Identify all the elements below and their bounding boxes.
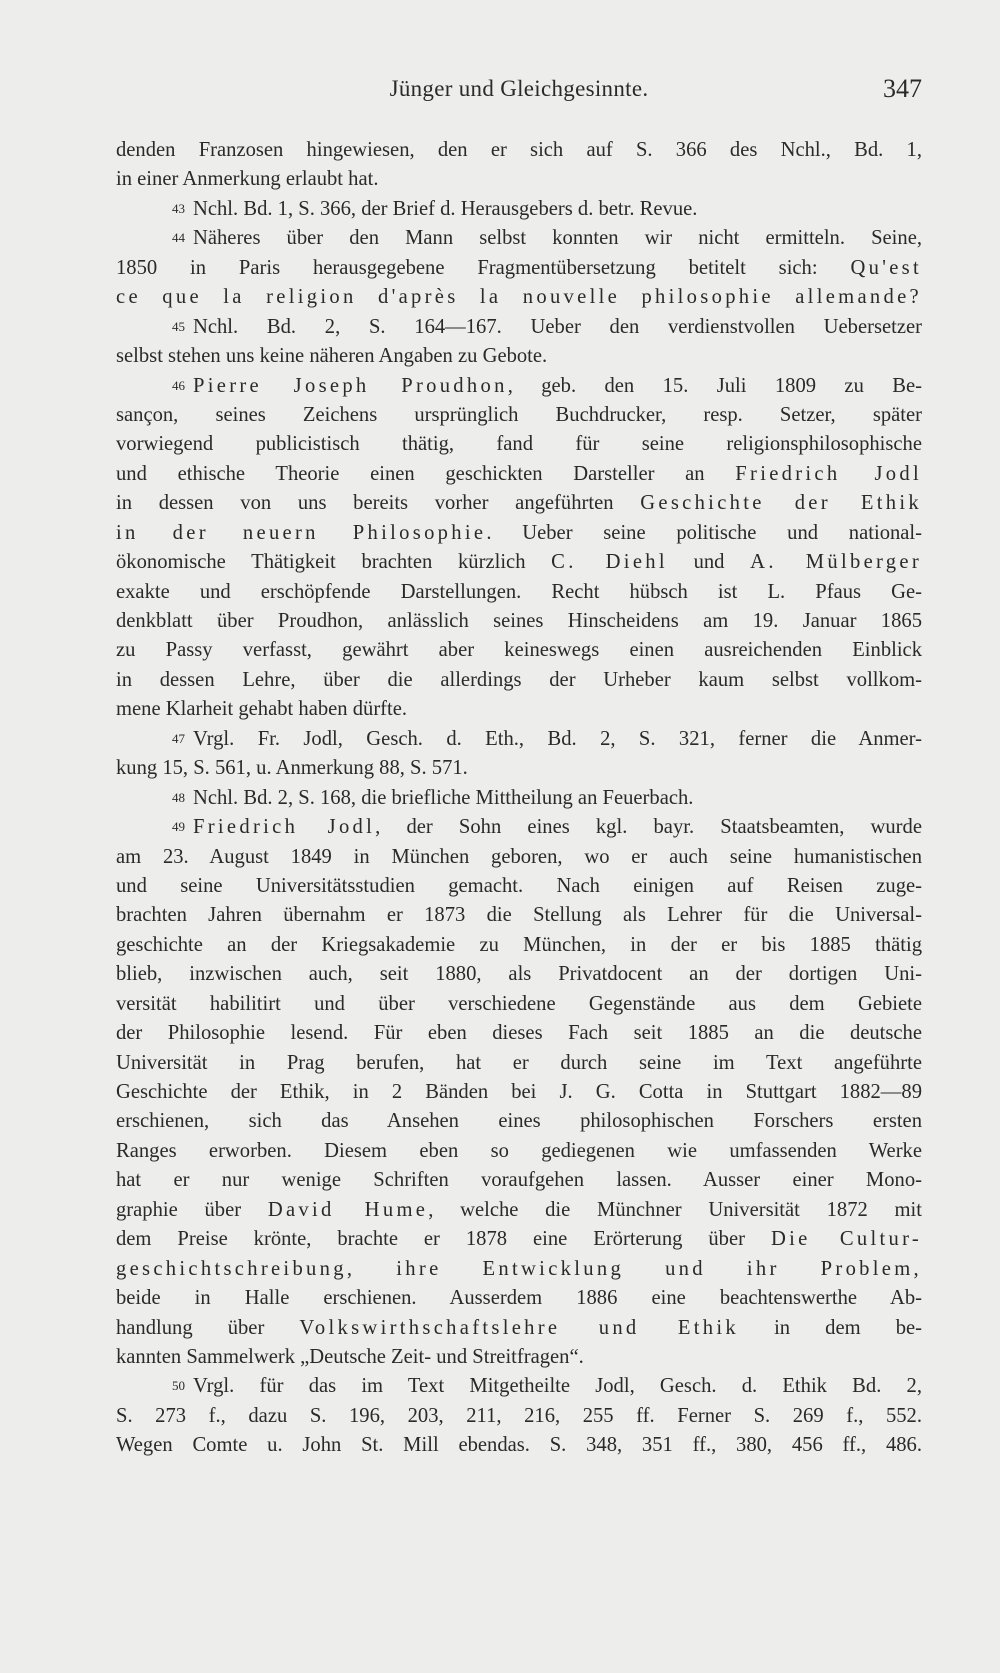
text-line: in dessen Lehre, über die allerdings der Urheber kaum selbst vollkom- xyxy=(116,668,922,691)
footnote-45: $^{45}$ Nchl. Bd. 2, S. 164—167. Ueber den verdienstvollen Uebersetzer xyxy=(172,315,922,338)
text-line: geschichtschreibung, ihre Entwicklung und ihr Problem, xyxy=(116,1257,922,1280)
text-line: zu Passy verfasst, gewährt aber keineswegs einen ausreichenden Einblick xyxy=(116,639,922,662)
text-line: brachten Jahren übernahm er 1873 die Stellung als Lehrer für die Universal- xyxy=(116,904,922,927)
text-line: graphie über David Hume, welche die Münchner Universität 1872 mit xyxy=(116,1198,922,1221)
footnote-number: 44 xyxy=(172,230,185,246)
text-line: in einer Anmerkung erlaubt hat. xyxy=(116,168,379,191)
text-line: versität habilitirt und über verschiedene Gegenstände aus dem Gebiete xyxy=(116,992,922,1015)
spaced-name: Friedrich Jodl xyxy=(193,816,376,839)
footnote-43: $^{43}$ Nchl. Bd. 1, S. 366, der Brief d. Herausgebers d. betr. Revue. xyxy=(172,197,698,220)
spaced-name: David Hume xyxy=(267,1198,429,1221)
spaced-title: in der neuern Philosophie xyxy=(116,521,487,544)
text-line: ce que la religion d'après la nouvelle philosophie allemande? xyxy=(116,286,922,309)
text-line: Ranges erworben. Diesem eben so gediegenen wie umfassenden Werke xyxy=(116,1139,922,1162)
text-line: Wegen Comte u. John St. Mill ebendas. S. 348, 351 ff., 380, 456 ff., 486. xyxy=(116,1434,922,1457)
text-line: und seine Universitätsstudien gemacht. Nach einigen auf Reisen zuge- xyxy=(116,874,922,897)
spaced-name: Friedrich Jodl xyxy=(735,462,922,485)
text-line: denkblatt über Proudhon, anlässlich seines Hinscheidens am 19. Januar 1865 xyxy=(116,610,922,632)
text-line: am 23. August 1849 in München geboren, wo er auch seine humanistischen xyxy=(116,845,922,868)
text-line: mene Klarheit gehabt haben dürfte. xyxy=(116,698,408,721)
running-title: Jünger und Gleichgesinnte. xyxy=(389,76,649,101)
footnote-46: $^{46}$ Pierre Joseph Proudhon, geb. den 15. Juli 1809 zu Be- xyxy=(172,374,922,397)
spaced-name: C. Diehl xyxy=(551,551,668,574)
text-line: ökonomische Thätigkeit brachten kürzlich C. Diehl und A. Mülberger xyxy=(116,551,922,574)
spaced-title: Qu'est xyxy=(850,256,922,279)
text-line: in der neuern Philosophie. Ueber seine politische und national- xyxy=(116,521,923,544)
text-line: kung 15, S. 561, u. Anmerkung 88, S. 571. xyxy=(116,757,468,780)
text-line: kannten Sammelwerk „Deutsche Zeit- und Streitfragen“. xyxy=(116,1345,584,1368)
footnote-number: 47 xyxy=(172,730,185,746)
footnote-number: 45 xyxy=(172,318,185,334)
spaced-title: geschichtschreibung, ihre Entwicklung und ihr Problem xyxy=(116,1257,914,1280)
text-line: Universität in Prag berufen, hat er durch seine im Text angeführte xyxy=(116,1051,922,1074)
page-header xyxy=(116,74,922,112)
text-line: hat er nur wenige Schriften voraufgehen lassen. Ausser einer Mono- xyxy=(116,1169,922,1192)
footnote-50: $^{50}$ Vrgl. für das im Text Mitgetheilte Jodl, Gesch. d. Ethik Bd. 2, xyxy=(172,1375,922,1398)
text-line: 1850 in Paris herausgegebene Fragmentübersetzung betitelt sich: Qu'est xyxy=(116,256,922,279)
text-line: beide in Halle erschienen. Ausserdem 1886 eine beachtenswerthe Ab- xyxy=(116,1287,922,1310)
footnote-number: 46 xyxy=(172,377,185,393)
spaced-title: Die Cultur- xyxy=(770,1228,922,1251)
text-line: geschichte an der Kriegsakademie zu München, in der er bis 1885 thätig xyxy=(116,933,922,956)
footnote-48: $^{48}$ Nchl. Bd. 2, S. 168, die briefliche Mittheilung an Feuerbach. xyxy=(172,786,694,809)
text-line: vorwiegend publicistisch thätig, fand für seine religionsphilosophische xyxy=(116,433,922,456)
page-number: 347 xyxy=(883,74,922,103)
footnote-number: 43 xyxy=(172,200,185,216)
text-line: exakte und erschöpfende Darstellungen. Recht hübsch ist L. Pfaus Ge- xyxy=(116,580,922,603)
text-line: in dessen von uns bereits vorher angeführten Geschichte der Ethik xyxy=(116,492,922,515)
spaced-title: Volkswirthschaftslehre und Ethik xyxy=(299,1316,740,1339)
text-line: sançon, seines Zeichens ursprünglich Buchdrucker, resp. Setzer, später xyxy=(116,403,922,426)
spaced-name: Pierre Joseph Proudhon xyxy=(193,374,508,397)
text-line: der Philosophie lesend. Für eben dieses Fach seit 1885 an die deutsche xyxy=(116,1022,922,1045)
footnotes-text xyxy=(116,136,922,1461)
text-line: erschienen, sich das Ansehen eines philosophischen Forschers ersten xyxy=(116,1110,922,1133)
spaced-name: A. Mülberger xyxy=(750,551,922,574)
footnote-number: 48 xyxy=(172,789,185,805)
footnote-number: 49 xyxy=(172,819,185,835)
text-line: handlung über Volkswirthschaftslehre und Ethik in dem be- xyxy=(116,1316,923,1339)
text-line: S. 273 f., dazu S. 196, 203, 211, 216, 255 ff. Ferner S. 269 f., 552. xyxy=(116,1404,922,1427)
text-line: dem Preise krönte, brachte er 1878 eine Erörterung über Die Cultur- xyxy=(116,1228,922,1251)
text-line: und ethische Theorie einen geschickten Darsteller an Friedrich Jodl xyxy=(116,462,922,485)
spaced-title: Geschichte der Ethik xyxy=(640,492,922,515)
footnote-44: $^{44}$ Näheres über den Mann selbst konnten wir nicht ermitteln. Seine, xyxy=(172,227,922,250)
text-line: blieb, inzwischen auch, seit 1880, als Privatdocent an der dortigen Uni- xyxy=(116,963,922,986)
text-line: Geschichte der Ethik, in 2 Bänden bei J. G. Cotta in Stuttgart 1882—89 xyxy=(116,1081,922,1103)
footnote-49: $^{49}$ Friedrich Jodl, der Sohn eines kgl. bayr. Staatsbeamten, wurde xyxy=(172,816,922,839)
text-line: selbst stehen uns keine näheren Angaben zu Gebote. xyxy=(116,345,548,368)
text-line: denden Franzosen hingewiesen, den er sich auf S. 366 des Nchl., Bd. 1, xyxy=(116,139,922,161)
footnote-47: $^{47}$ Vrgl. Fr. Jodl, Gesch. d. Eth., Bd. 2, S. 321, ferner die Anmer- xyxy=(172,727,922,750)
footnote-number: 50 xyxy=(172,1378,185,1394)
